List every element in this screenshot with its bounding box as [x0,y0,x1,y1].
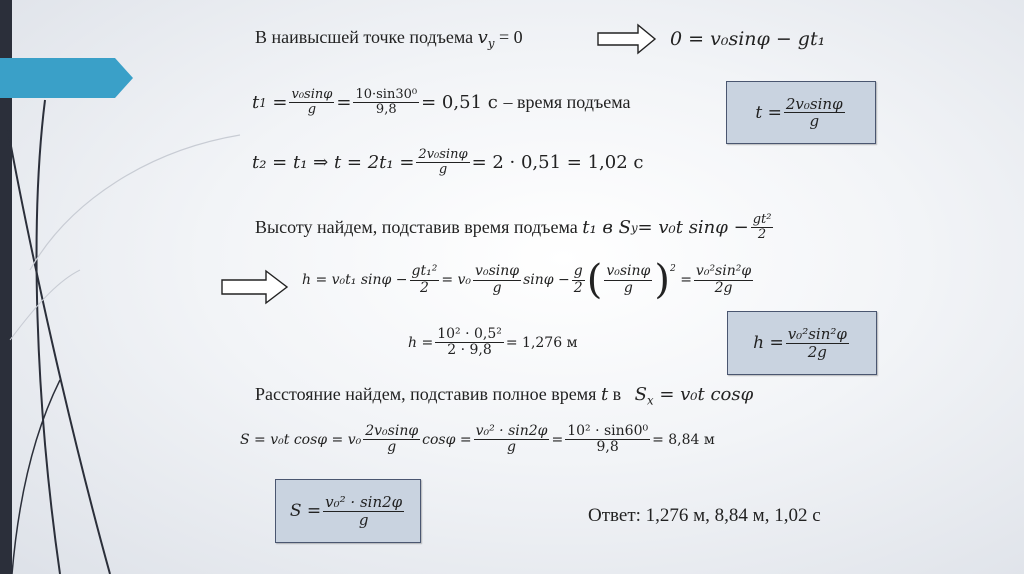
top-point-text: В наивысшей точке подъема [255,27,474,47]
line-top-point [255,27,523,51]
ascent-fraction: $\frac{\text{v₀sinφ}}{g}$ [291,87,333,118]
line-distance-derivation: S = v₀t cosφ = v₀ $\frac{\text{2v₀sinφ}}{g}$ cosφ = $\frac{\text{v₀² · sin2φ}}{g}$ = $\frac{\text{10² · sin60⁰}}{9,8}$ = 8,84 м [240,423,715,456]
right-arrow-icon [598,25,655,53]
ascent-value: = 0,51 с [421,92,498,114]
line-total-time: t₂ = t₁ ⇒ t = 2t₁ = $\frac{\text{2v₀sinφ}}{g}$ = 2 · 0,51 = 1,02 с [252,147,644,178]
line-height-intro: Высоту найдем, подставив время подъема t₁ в S y = v₀t sinφ − $\frac{\text{gt²}}{2}$ [255,212,772,243]
line-height-derivation: h = v₀t₁ sinφ − $\frac{\text{gt₁²}}{2}$ = v₀ $\frac{\text{v₀sinφ}}{g}$ sinφ − $\frac{g}{2}$ ( $\frac{\text{v₀sinφ}}{g}$ ) $^2$ = $\frac{\text{v₀²sin²φ}}{2g}$ [302,257,752,303]
answer-text: Ответ: 1,276 м, 8,84 м, 1,02 с [588,505,821,526]
right-arrow-icon [222,271,287,303]
line-ascent-time: t 1 = $\frac{\text{v₀sinφ}}{g}$ = $\frac{\text{10·sin30⁰}}{9,8}$ = 0,51 с – время подъема [252,87,631,118]
line-distance-intro: Расстояние найдем, подставив полное время t в $S_x = v_0t$ cosφ [255,384,754,408]
vertical-velocity-equation: 0 = v₀sinφ − gt₁ [670,28,826,50]
total-time-fraction: $\frac{\text{2v₀sinφ}}{g}$ [418,147,468,178]
ascent-numeric-fraction: $\frac{\text{10·sin30⁰}}{9,8}$ [355,87,418,118]
t1-sub: 1 [259,95,267,110]
vy-eq: = 0 [494,27,523,47]
vy-var: v [477,27,488,48]
formula-box-h: h = $\frac{\text{v₀²sin²φ}}{2g}$ [727,311,877,375]
t1-var: t [252,92,260,114]
ascent-desc: – время подъема [503,92,631,113]
line-height-value: h = $\frac{\text{10² · 0,5²}}{2 \cdot 9,8}$ = 1,276 м [408,326,578,359]
formula-box-t: t = $\frac{\text{2v₀sinφ}}{g}$ [726,81,876,144]
vy-sub: y [487,36,495,51]
formula-box-s: S = $\frac{\text{v₀² · sin2φ}}{g}$ [275,479,421,543]
accent-tab [0,58,133,98]
